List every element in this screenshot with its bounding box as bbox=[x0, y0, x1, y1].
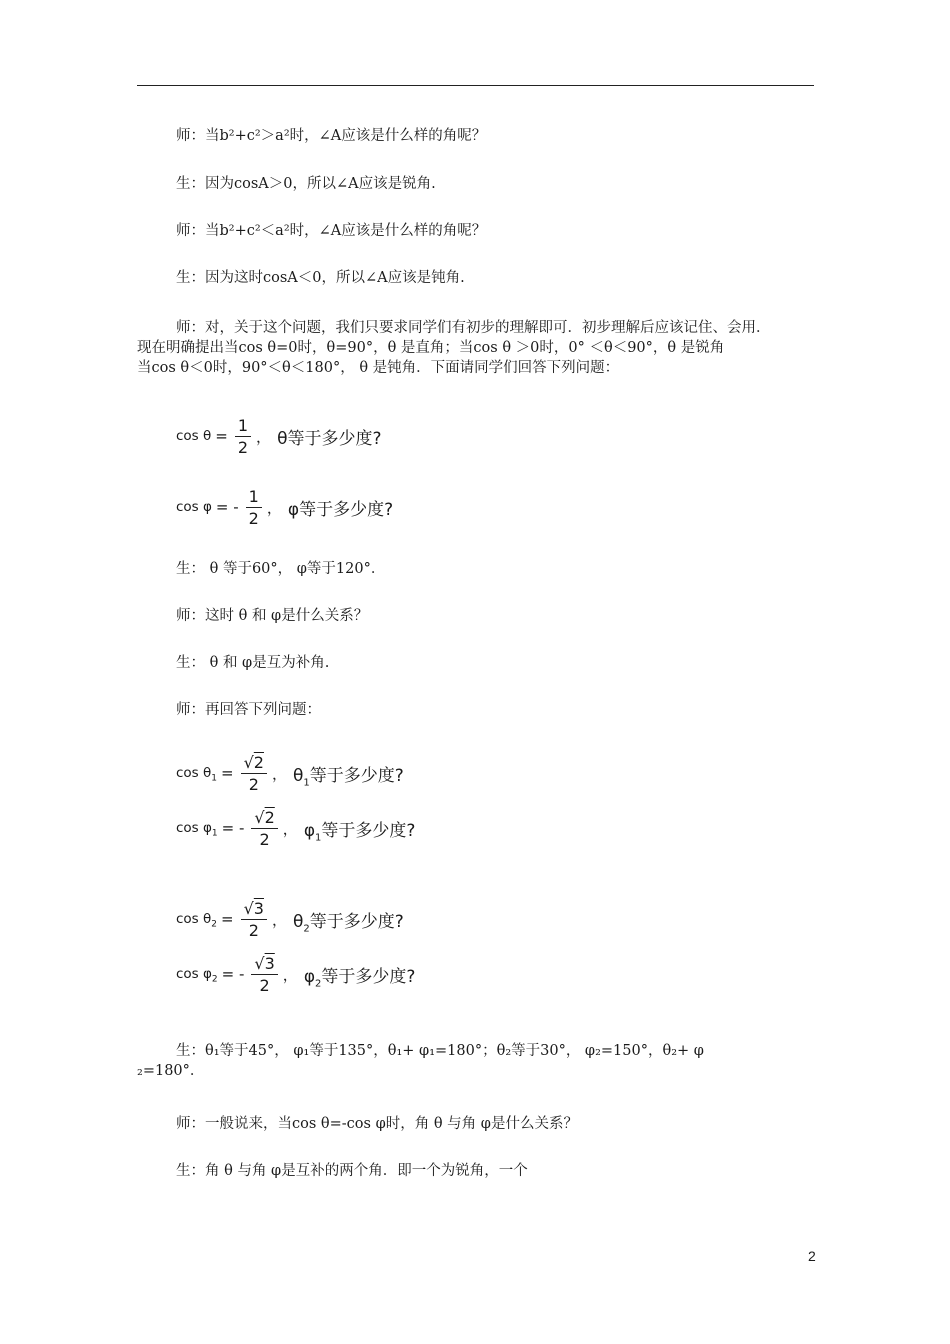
equation-operator: = bbox=[215, 427, 228, 445]
fraction-denominator: 2 bbox=[259, 829, 270, 849]
equation-cos-theta-1 bbox=[176, 753, 404, 793]
equation-question: $\varphi_1$等于多少度? bbox=[303, 820, 416, 843]
student-answer-5 bbox=[137, 1041, 814, 1081]
teacher-explanation bbox=[137, 318, 814, 378]
student-answer-3: 生： θ 等于60°， φ等于120°． bbox=[176, 561, 386, 577]
equation-cos-theta-2 bbox=[176, 899, 404, 939]
fraction-numerator: √2 bbox=[241, 753, 267, 774]
student-answer-5-line-1: 生：θ₁等于45°， φ₁等于135°，θ₁+ φ₁=180°；θ₂等于30°， φ₂=150°，θ₂+ φ bbox=[176, 1043, 704, 1059]
equation-cos-theta bbox=[176, 416, 382, 456]
teacher-explanation-line-2: 现在明确提出当cos θ=0时，θ=90°，θ 是直角；当cos θ ＞0时，0° ＜θ＜90°，θ 是锐角 bbox=[137, 340, 725, 356]
fraction-numerator: 1 bbox=[246, 487, 262, 508]
fraction-numerator: √3 bbox=[241, 899, 267, 920]
teacher-question-2: 师：当b²+c²＜a²时，∠A应该是什么样的角呢？ bbox=[176, 223, 487, 239]
fraction bbox=[241, 753, 267, 794]
student-answer-1: 生：因为cosA＞0，所以∠A应该是锐角. bbox=[176, 176, 436, 192]
teacher-explanation-line-3: 当cos θ＜0时，90°＜θ＜180°， θ 是钝角．下面请同学们回答下列问题： bbox=[137, 360, 620, 376]
comma: ， bbox=[256, 427, 272, 446]
comma: ， bbox=[271, 764, 287, 783]
equation-lhs: cos φ bbox=[176, 499, 212, 515]
equation-operator: = - bbox=[221, 819, 245, 837]
equation-lhs: $\cos \varphi_2$ bbox=[176, 966, 218, 985]
fraction-denominator: 2 bbox=[237, 437, 249, 457]
fraction-denominator: 2 bbox=[259, 975, 270, 995]
page-number: 2 bbox=[808, 1248, 816, 1264]
teacher-explanation-line-1: 师：对，关于这个问题，我们只要求同学们有初步的理解即可．初步理解后应该记住、会用． bbox=[176, 320, 771, 336]
equation-question: φ等于多少度? bbox=[287, 499, 394, 520]
equation-operator: = - bbox=[221, 965, 245, 983]
teacher-question-1: 师：当b²+c²＞a²时，∠A应该是什么样的角呢？ bbox=[176, 128, 487, 144]
teacher-question-3: 师：这时 θ 和 φ是什么关系？ bbox=[176, 608, 369, 624]
student-answer-6: 生：角 θ 与角 φ是互补的两个角．即一个为锐角，一个 bbox=[176, 1163, 528, 1179]
fraction bbox=[235, 416, 251, 457]
comma: ， bbox=[282, 819, 298, 838]
fraction bbox=[241, 899, 267, 940]
equation-lhs: $\cos \theta_1$ bbox=[176, 765, 218, 784]
equation-operator: = bbox=[221, 910, 234, 928]
student-answer-2: 生：因为这时cosA＜0，所以∠A应该是钝角. bbox=[176, 270, 465, 286]
fraction bbox=[251, 808, 277, 849]
comma: ， bbox=[266, 498, 282, 517]
equation-lhs: $\cos \theta_2$ bbox=[176, 911, 218, 930]
fraction-numerator: 1 bbox=[235, 416, 251, 437]
equation-question: $\theta_2$等于多少度? bbox=[293, 911, 404, 934]
comma: ， bbox=[282, 965, 298, 984]
fraction-denominator: 2 bbox=[248, 774, 259, 794]
fraction-denominator: 2 bbox=[248, 920, 259, 940]
fraction-denominator: 2 bbox=[248, 508, 259, 528]
fraction-numerator: √2 bbox=[251, 808, 277, 829]
equation-lhs: cos θ bbox=[176, 428, 212, 444]
equation-cos-phi-1 bbox=[176, 808, 415, 848]
equation-question: θ等于多少度? bbox=[277, 428, 382, 449]
equation-lhs: $\cos \varphi_1$ bbox=[176, 820, 218, 839]
equation-cos-phi bbox=[176, 487, 393, 527]
fraction-numerator: √3 bbox=[251, 954, 277, 975]
equation-operator: = - bbox=[215, 498, 239, 516]
equation-cos-phi-2 bbox=[176, 954, 415, 994]
student-answer-4: 生： θ 和 φ是互为补角. bbox=[176, 655, 330, 671]
student-answer-5-line-2: ₂=180°． bbox=[137, 1063, 205, 1079]
equation-question: $\varphi_2$等于多少度? bbox=[303, 966, 416, 989]
comma: ， bbox=[271, 910, 287, 929]
teacher-question-4: 师：一般说来，当cos θ=-cos φ时，角 θ 与角 φ是什么关系？ bbox=[176, 1116, 578, 1132]
fraction bbox=[251, 954, 277, 995]
header-rule bbox=[137, 85, 814, 86]
teacher-instruction: 师：再回答下列问题： bbox=[176, 702, 321, 718]
fraction bbox=[246, 487, 262, 528]
equation-operator: = bbox=[221, 764, 234, 782]
equation-question: $\theta_1$等于多少度? bbox=[293, 765, 404, 788]
